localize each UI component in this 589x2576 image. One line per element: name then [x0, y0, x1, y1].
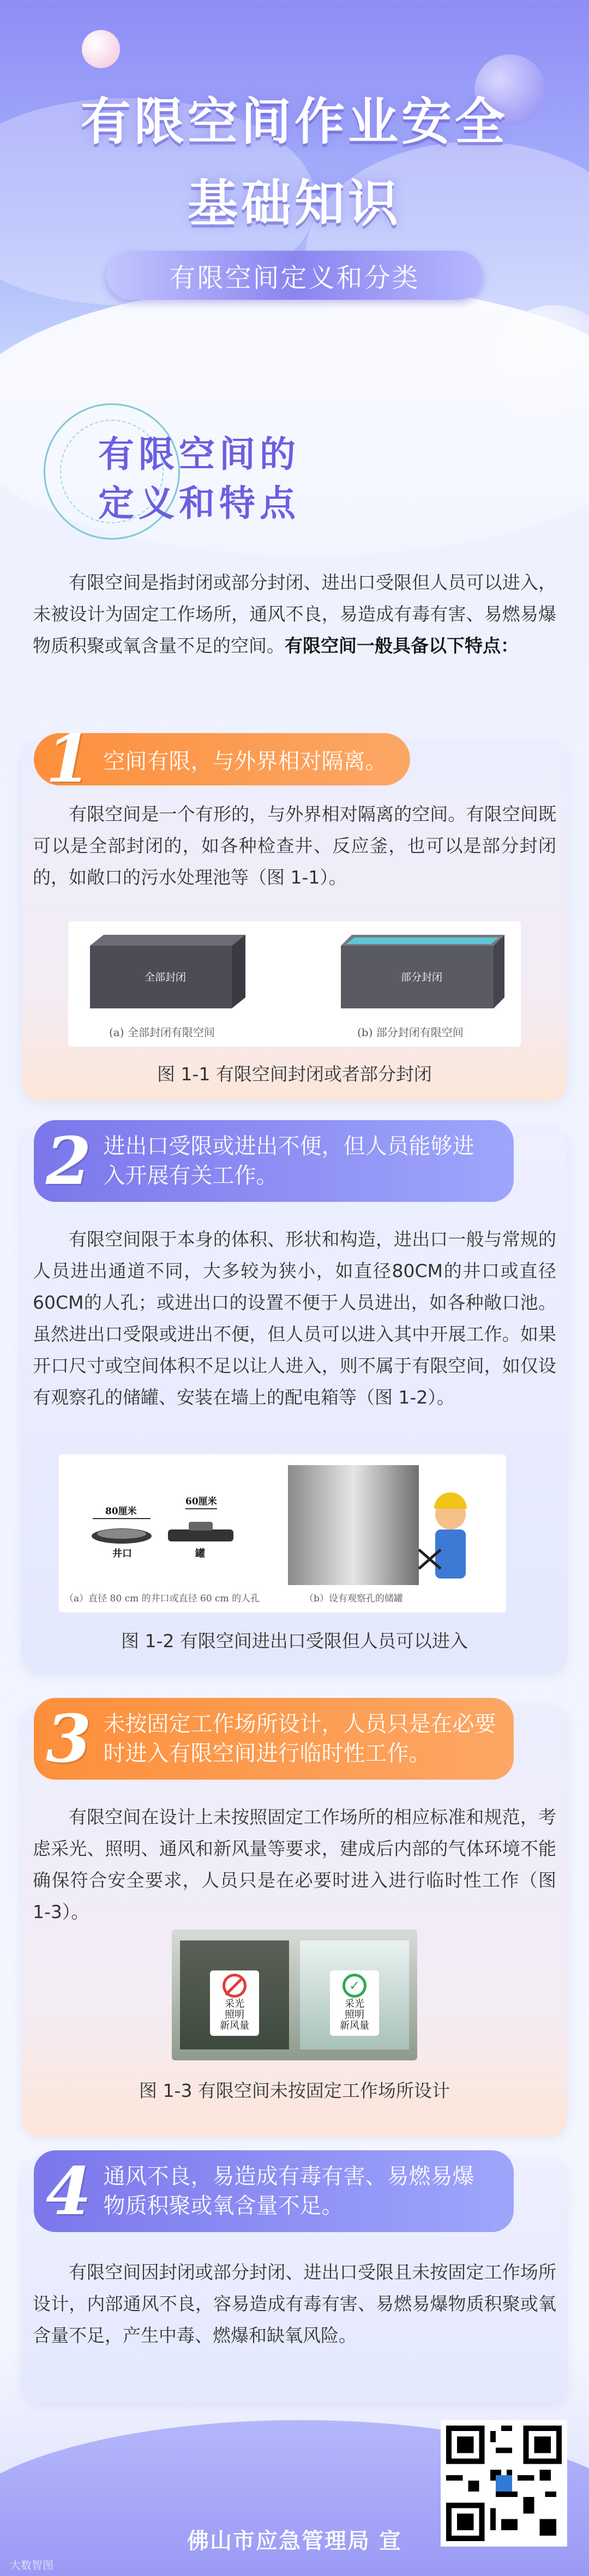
sign-left-line2: 照明 [225, 2009, 244, 2021]
feature-2-title-line2: 入开展有关工作。 [103, 1163, 278, 1188]
feature-2-title [104, 1132, 474, 1190]
footer-watermark: 大数智图 [10, 2559, 53, 2572]
section-heading-line2: 定义和特点 [98, 482, 300, 524]
figure-1-3 [172, 1930, 417, 2060]
feature-4-label [34, 2150, 514, 2232]
intro-paragraph [33, 567, 556, 662]
figure-1-2-sub-a: （a）直径 80 cm 的井口或直径 60 cm 的人孔 [64, 1593, 260, 1604]
feature-2-body: 有限空间限于本身的体积、形状和构造，进出口一般与常规的人员进出通道不同，大多较为狭小，如直径80CM的井口或直径60CM的人孔；或进出口的设置不便于人员进出，如各种敞口池。虽然进出口受限或进出不便，但人员可以进入其中开展工作。如果开口尺寸或空间体积不足以让人进入，则不属于有限空间，如仅设有观察孔的储罐、安装在墙上的配电箱等（图 1-2）。 [33, 1229, 556, 1408]
no-icon [223, 1974, 247, 1998]
sign-left-line3: 新风量 [220, 2020, 249, 2031]
intro-bold-text: 有限空间一般具备以下特点： [285, 635, 519, 656]
feature-4-title-line2: 物质积聚或氧含量不足。 [103, 2193, 344, 2218]
sign-right-line2: 照明 [345, 2009, 364, 2021]
section-heading-line1: 有限空间的 [98, 433, 300, 475]
feature-3-label [34, 1698, 514, 1780]
figure-1-1-box2-label: 部分封闭 [401, 971, 443, 983]
feature-4-title [104, 2162, 474, 2221]
feature-3-title [104, 1709, 496, 1768]
feature-4-body: 有限空间因封闭或部分封闭、进出口受限且未按固定工作场所设计，内部通风不良，容易造成有毒有害、易燃易爆物质积聚或氧含量不足，产生中毒、燃爆和缺氧风险。 [33, 2261, 556, 2346]
feature-3-body: 有限空间在设计上未按照固定工作场所的相应标准和规范，考虑采光、照明、通风和新风量等要求，建成后内部的气体环境不能确保符合安全要求，人员只是在必要时进入进行临时性工作（图 1-3）。 [33, 1806, 556, 1922]
figure-1-2-sub-b: （b）设有观察孔的储罐 [304, 1593, 403, 1604]
figure-1-2-well-dim: 80厘米 [105, 1506, 137, 1517]
figure-1-2-well-label: 井口 [112, 1548, 132, 1559]
feature-2-label [34, 1120, 514, 1202]
subtitle-pill: 有限空间定义和分类 [106, 251, 483, 300]
figure-1-1-box1-label: 全部封闭 [145, 971, 187, 983]
intro-text: 有限空间是指封闭或部分封闭、进出口受限但人员可以进入，未被设计为固定工作场所，通风不良，易造成有毒有害、易燃易爆物质积聚或氧含量不足的空间。 [33, 572, 556, 656]
feature-1-body: 有限空间是一个有形的，与外界相对隔离的空间。有限空间既可以是全部封闭的，如各种检查井、反应釜，也可以是部分封闭的，如敞口的污水处理池等（图 1-1）。 [33, 803, 556, 888]
feature-3-title-line2: 时进入有限空间进行临时性工作。 [103, 1741, 431, 1766]
page-title-line1: 有限空间作业安全 [80, 93, 508, 151]
figure-1-1-sub-a: (a) 全部封闭有限空间 [109, 1026, 215, 1039]
feature-1-title: 空间有限，与外界相对隔离。 [103, 748, 387, 774]
figure-1-2 [59, 1454, 506, 1612]
feature-4-title-line1: 通风不良，易造成有毒有害、易燃易爆 [103, 2164, 474, 2189]
feature-1-number: 1 [46, 721, 92, 797]
check-icon: ✓ [342, 1974, 366, 1998]
feature-2-number: 2 [46, 1122, 92, 1200]
figure-1-2-tank-label: 罐 [195, 1548, 205, 1559]
figure-1-1-caption: 图 1-1 有限空间封闭或者部分封闭 [157, 1063, 432, 1085]
page-title-line2: 基础知识 [187, 174, 401, 233]
figure-1-3-sign-left [210, 1970, 259, 2036]
figure-1-3-sign-right [330, 1970, 379, 2036]
figure-1-2-tank-dim: 60厘米 [185, 1496, 217, 1507]
feature-2-title-line1: 进出口受限或进出不便，但人员能够进 [103, 1134, 474, 1159]
figure-1-2-illustration [59, 1454, 506, 1612]
feature-4-number: 4 [46, 2152, 92, 2230]
sign-left-line1: 采光 [225, 1998, 244, 2010]
figure-1-1 [68, 921, 521, 1047]
figure-1-2-caption: 图 1-2 有限空间进出口受限但人员可以进入 [121, 1630, 468, 1652]
sign-right-line3: 新风量 [340, 2020, 369, 2031]
footer-publisher: 佛山市应急管理局 宣 [187, 2529, 402, 2554]
feature-3-title-line1: 未按固定工作场所设计，人员只是在必要 [103, 1712, 496, 1737]
figure-1-1-sub-b: (b) 部分封闭有限空间 [357, 1026, 464, 1039]
feature-1-label [34, 721, 410, 797]
figure-1-3-caption: 图 1-3 有限空间未按固定工作场所设计 [139, 2080, 450, 2101]
hero-ball-pink [82, 30, 120, 68]
sign-right-line1: 采光 [345, 1998, 364, 2010]
feature-3-number: 3 [46, 1700, 92, 1777]
